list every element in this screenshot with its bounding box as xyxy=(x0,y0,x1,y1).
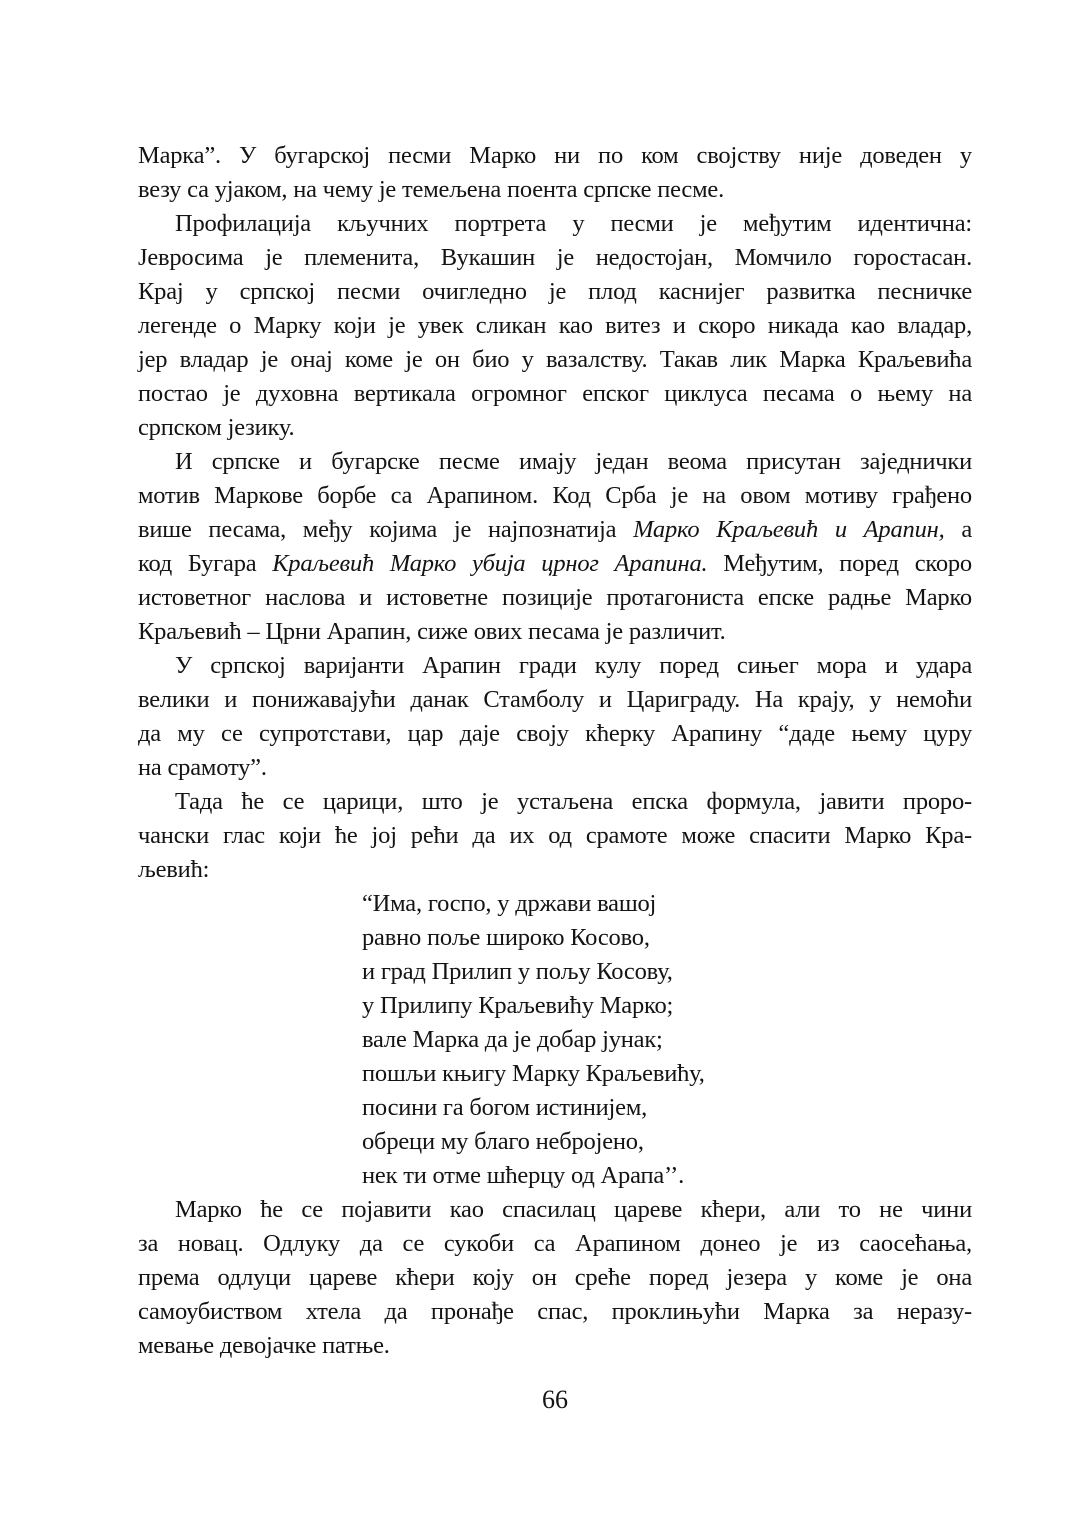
verse-line xyxy=(362,1023,972,1057)
text-segment: Тада ће се царици, што је устаљена епска формула, јавити проро- xyxy=(175,788,972,815)
text-segment: и град Прилип у пољу Косову, xyxy=(362,958,673,985)
verse-block xyxy=(362,887,972,1193)
text-segment: чански глас који ће јој рећи да их од срамоте може спасити Марко Кра- xyxy=(138,822,972,849)
text-line xyxy=(138,479,972,513)
text-line xyxy=(138,343,972,377)
text-line xyxy=(138,139,972,173)
paragraph xyxy=(138,1193,972,1363)
text-segment: а xyxy=(944,516,972,543)
text-segment: љевић: xyxy=(138,856,210,883)
text-line xyxy=(138,683,972,717)
verse-line xyxy=(362,1091,972,1125)
text-segment: Међутим, поред скоро xyxy=(707,550,972,577)
song-title-italic: Марко Краљевић и Арапин, xyxy=(633,516,945,543)
verse-line xyxy=(362,1159,972,1193)
verse-line xyxy=(362,887,972,921)
text-line xyxy=(138,1193,972,1227)
text-segment: Јевросима је племенита, Вукашин је недостојан, Момчило горостасан. xyxy=(138,244,972,271)
text-segment: постао је духовна вертикала огромног епског циклуса песама о њему на xyxy=(138,380,972,407)
text-line xyxy=(138,411,972,445)
text-line xyxy=(138,751,972,785)
text-segment: равно поље широко Косово, xyxy=(362,924,650,951)
text-segment: код Бугара xyxy=(138,550,273,577)
text-line xyxy=(138,785,972,819)
text-segment: посини га богом истинијем, xyxy=(362,1094,648,1121)
text-segment: везу са ујаком, на чему је темељена поента српске песме. xyxy=(138,176,725,203)
paragraph xyxy=(138,207,972,445)
text-segment: јер владар је онај коме је он био у вазалству. Такав лик Марка Краљевића xyxy=(138,346,972,373)
text-line xyxy=(138,1329,972,1363)
text-line xyxy=(138,207,972,241)
text-line xyxy=(138,581,972,615)
text-segment: пошљи књигу Марку Краљевићу, xyxy=(362,1060,705,1087)
text-segment: Марка”. У бугарској песми Марко ни по ком својству није доведен у xyxy=(138,142,972,169)
text-segment: српском језику. xyxy=(138,414,295,441)
paragraph xyxy=(138,445,972,649)
text-segment: вале Марка да је добар јунак; xyxy=(362,1026,663,1053)
text-line xyxy=(138,275,972,309)
verse-line xyxy=(362,955,972,989)
text-segment: У српској варијанти Арапин гради кулу поред сињег мора и удара xyxy=(175,652,972,679)
text-block xyxy=(138,139,972,1363)
text-segment: “Има, госпо, у држави вашој xyxy=(362,890,657,917)
text-segment: мотив Маркове борбе са Арапином. Код Срба је на овом мотиву грађено xyxy=(138,482,972,509)
text-segment: легенде о Марку који је увек сликан као витез и скоро никада као владар, xyxy=(138,312,972,339)
text-line xyxy=(138,309,972,343)
text-segment: Крај у српској песми очигледно је плод каснијег развитка песничке xyxy=(138,278,972,305)
song-title-italic: Краљевић Марко убија црног Арапина. xyxy=(272,550,708,577)
text-line xyxy=(138,513,972,547)
paragraph xyxy=(138,139,972,207)
text-segment: Профилација кључних портрета у песми је међутим идентична: xyxy=(175,210,972,237)
text-segment: за новац. Одлуку да се сукоби са Арапином донео је из саосећања, xyxy=(138,1230,972,1257)
text-line xyxy=(138,1295,972,1329)
text-segment: истоветног наслова и истоветне позиције протагониста епске радње Марко xyxy=(138,584,972,611)
page-number: 66 xyxy=(542,1385,568,1414)
text-line xyxy=(138,853,972,887)
text-segment: самоубиством хтела да пронађе спас, проклињући Марка за неразу- xyxy=(138,1298,972,1325)
text-segment: велики и понижавајући данак Стамболу и Цариграду. На крају, у немоћи xyxy=(138,686,972,713)
text-line xyxy=(138,649,972,683)
verse-line xyxy=(362,989,972,1023)
text-segment: нек ти отме шћерцу од Арапа’’. xyxy=(362,1162,685,1189)
paragraph xyxy=(138,785,972,887)
text-line xyxy=(138,173,972,207)
text-segment: Краљевић – Црни Арапин, сиже ових песама је различит. xyxy=(138,618,726,645)
text-line xyxy=(138,1227,972,1261)
text-segment: више песама, међу којима је најпознатија xyxy=(138,516,634,543)
text-line xyxy=(138,717,972,751)
text-segment: обреци му благо небројено, xyxy=(362,1128,644,1155)
text-segment: на срамоту”. xyxy=(138,754,267,781)
text-segment: мевање девојачке патње. xyxy=(138,1332,390,1359)
text-line xyxy=(138,547,972,581)
verse-line xyxy=(362,921,972,955)
text-segment: И српске и бугарске песме имају један веома присутан заједнички xyxy=(175,448,972,475)
text-line xyxy=(138,615,972,649)
verse-line xyxy=(362,1057,972,1091)
text-line xyxy=(138,819,972,853)
paragraph xyxy=(138,649,972,785)
text-line xyxy=(138,377,972,411)
text-segment: Марко ће се појавити као спасилац цареве кћери, али то не чини xyxy=(175,1196,972,1223)
text-line xyxy=(138,1261,972,1295)
text-segment: према одлуци цареве кћери коју он среће поред језера у коме је она xyxy=(138,1264,972,1291)
text-line xyxy=(138,241,972,275)
verse-line xyxy=(362,1125,972,1159)
text-segment: да му се супротстави, цар даје своју кћерку Арапину “даде њему цуру xyxy=(138,720,972,747)
text-segment: у Прилипу Краљевићу Марко; xyxy=(362,992,674,1019)
text-line xyxy=(138,445,972,479)
